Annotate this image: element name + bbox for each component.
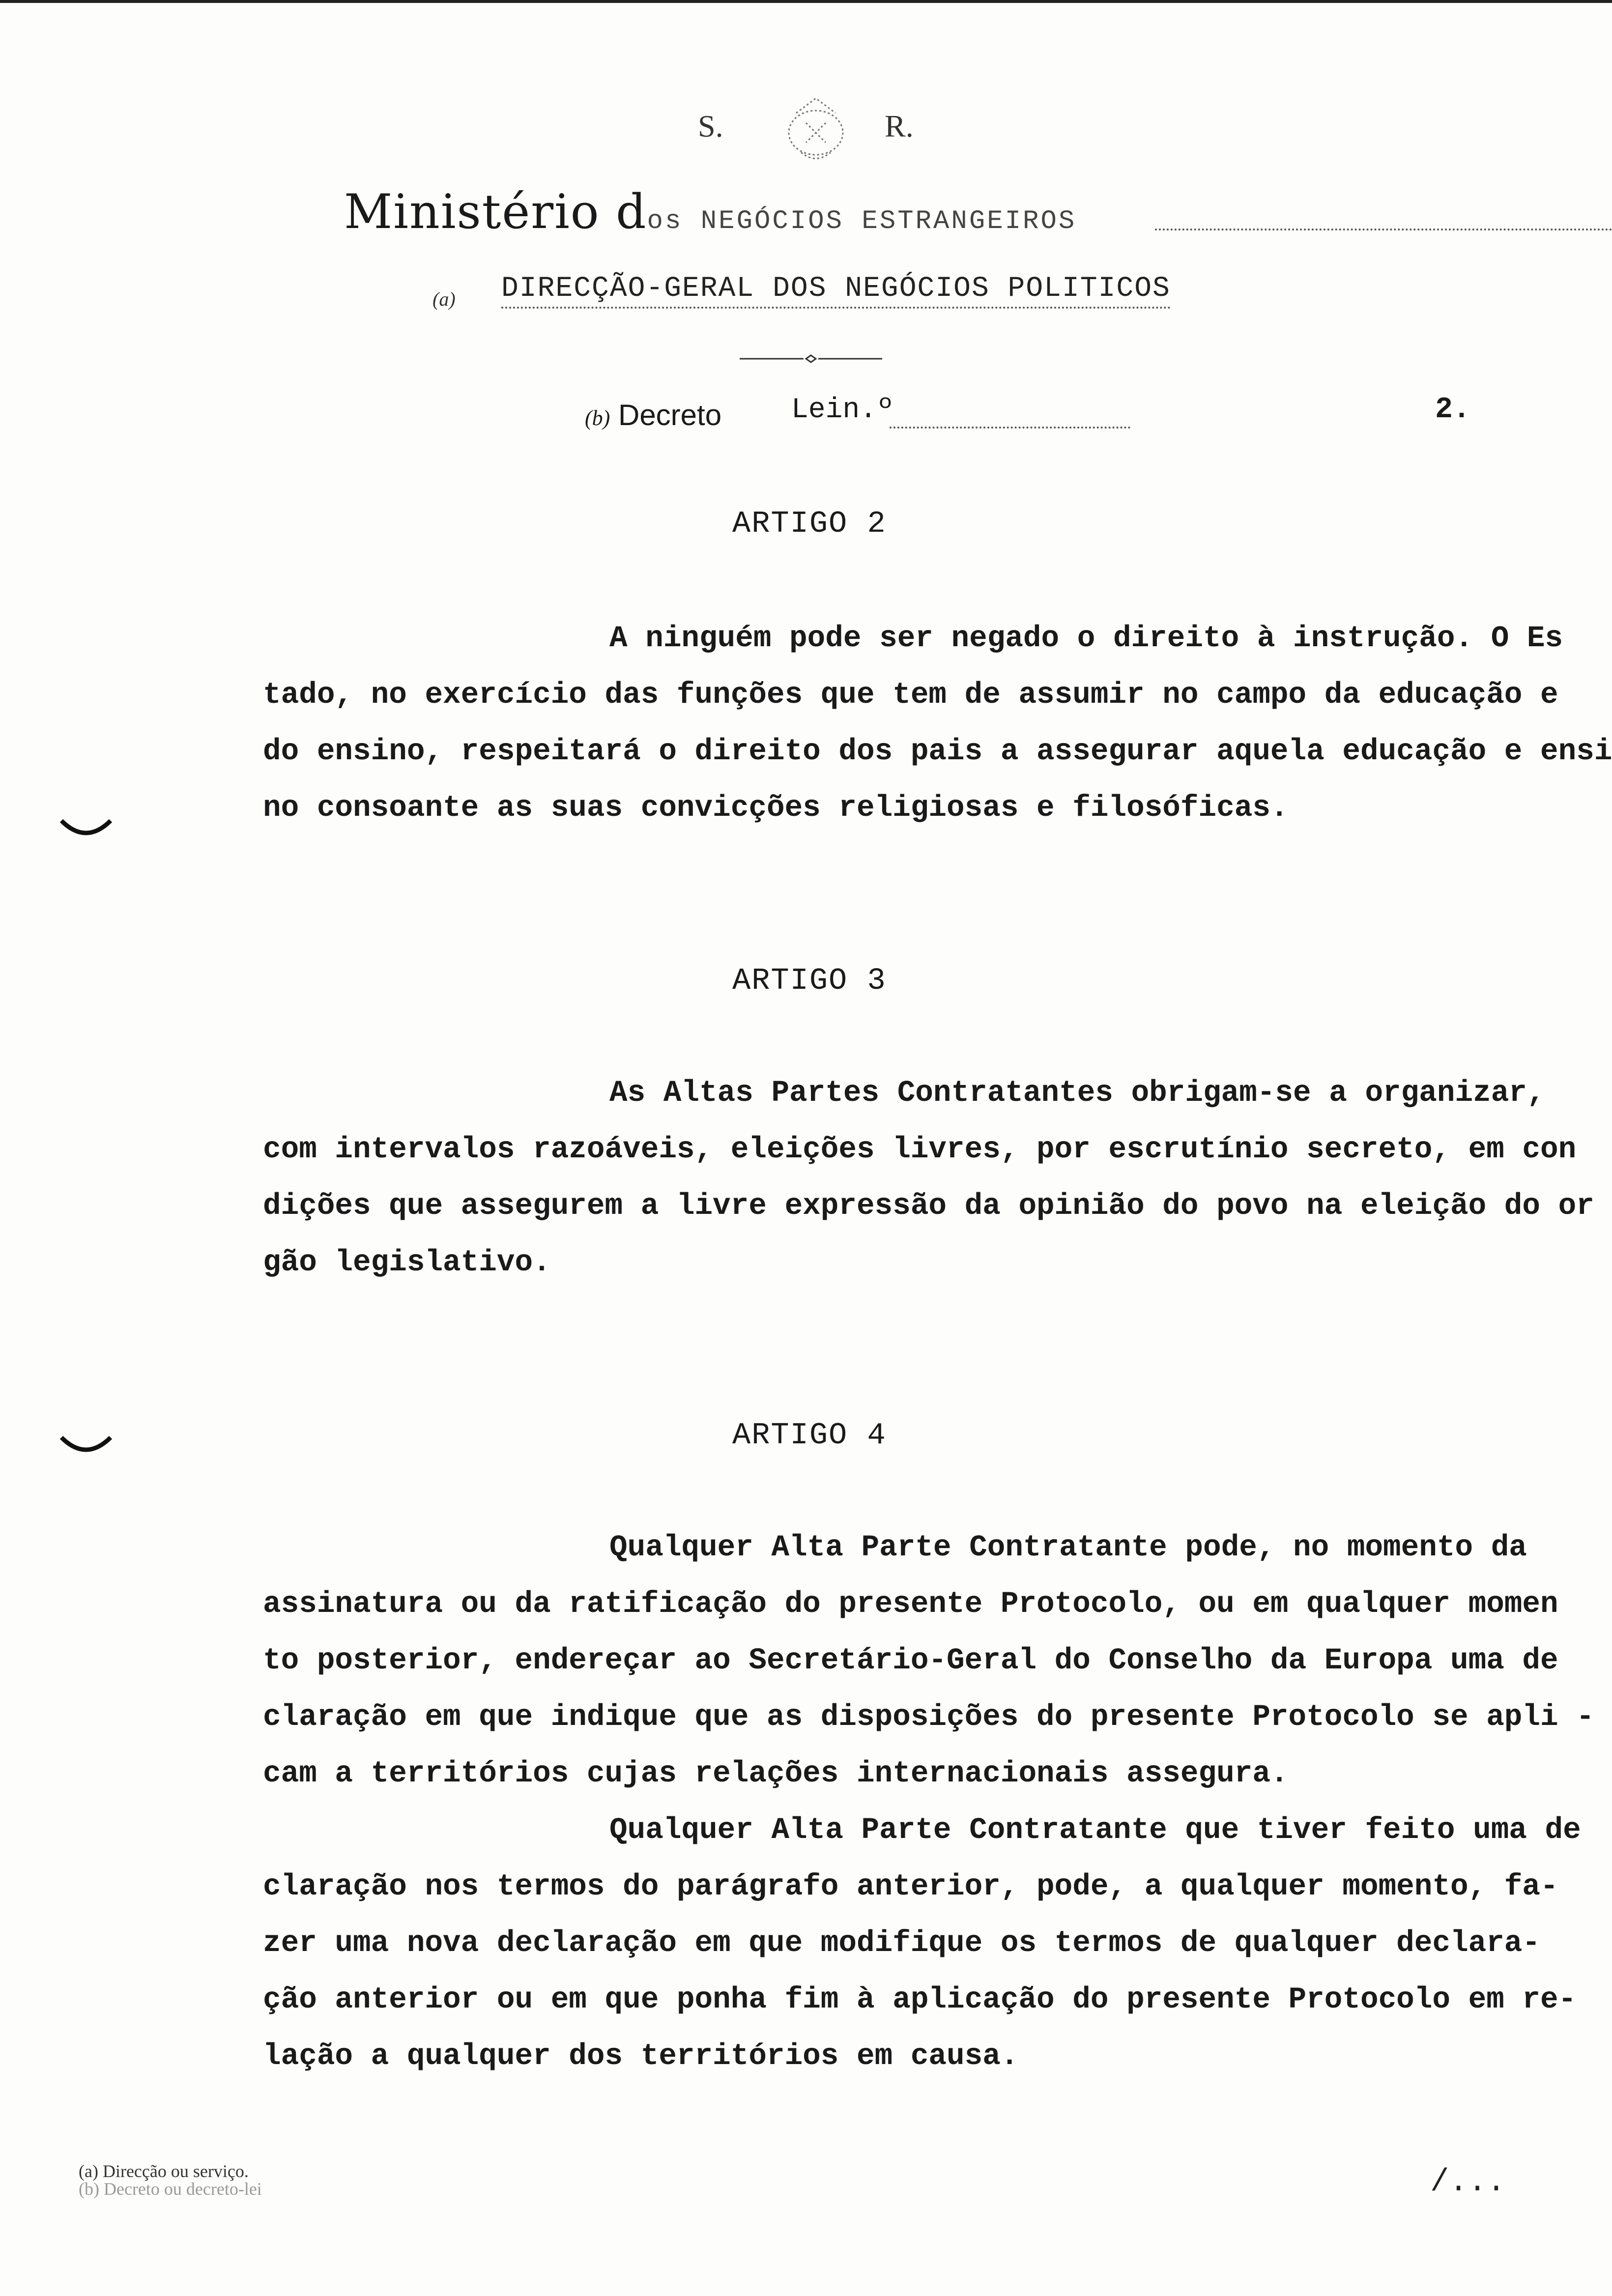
article-2-line: tado, no exercício das funções que tem de assumir no campo da educação e xyxy=(263,678,1558,712)
article-2-line: A ninguém pode ser negado o direito à instrução. O Es xyxy=(609,622,1563,656)
direction-name: DIRECÇÃO-GERAL DOS NEGÓCIOS POLITICOS xyxy=(501,273,1171,309)
ministry-name: os NEGÓCIOS ESTRANGEIROS xyxy=(647,206,1077,236)
article-2-line: no consoante as suas convicções religiosas e filosóficas. xyxy=(263,791,1289,825)
binding-hole-mark xyxy=(59,816,113,845)
article-4-line: Qualquer Alta Parte Contratante que tiver feito uma de xyxy=(609,1813,1581,1847)
direction-footnote-marker: (a) xyxy=(432,288,456,310)
footnote-a: (a) Direcção ou serviço. xyxy=(79,2161,249,2181)
ministry-dotted-line xyxy=(1155,229,1612,230)
direction-row xyxy=(432,273,1366,317)
article-4-line: Qualquer Alta Parte Contratante pode, no momento da xyxy=(609,1531,1527,1565)
binding-hole-mark xyxy=(59,1433,113,1462)
article-4-line: claração nos termos do parágrafo anterior, pode, a qualquer momento, fa- xyxy=(263,1870,1558,1904)
top-edge-rule xyxy=(0,0,1612,3)
decree-label-text: Decreto xyxy=(618,399,722,431)
article-2-heading: ARTIGO 2 xyxy=(732,506,887,541)
letterhead-seal-row xyxy=(639,93,983,167)
decree-number: Lein.º xyxy=(791,394,894,426)
footnotes xyxy=(79,2162,619,2198)
article-4-line: to posterior, endereçar ao Secretário-Geral do Conselho da Europa uma de xyxy=(263,1644,1558,1678)
article-4-line: cam a territórios cujas relações internacionais assegura. xyxy=(263,1757,1289,1791)
article-3-heading: ARTIGO 3 xyxy=(732,963,887,998)
article-4-heading: ARTIGO 4 xyxy=(732,1418,887,1453)
article-3-line: dições que assegurem a livre expressão da opinião do povo na eleição do or xyxy=(263,1189,1594,1223)
article-3-line: As Altas Partes Contratantes obrigam-se a organizar, xyxy=(609,1076,1545,1110)
ministry-title: Ministério d xyxy=(344,184,647,239)
continuation-mark: /... xyxy=(1430,2165,1506,2200)
article-4-line: assinatura ou da ratificação do presente Protocolo, ou em qualquer momen xyxy=(263,1587,1558,1621)
decree-dotted-line xyxy=(890,427,1130,429)
ministry-header xyxy=(344,184,1327,258)
article-3-line: com intervalos razoáveis, eleições livres, por escrutínio secreto, em con xyxy=(263,1133,1577,1167)
decree-footnote-marker: (b) xyxy=(585,406,610,430)
seal-left-letter: S. xyxy=(698,109,723,144)
article-4-line: zer uma nova declaração em que modifique os termos de qualquer declara- xyxy=(263,1926,1541,1960)
seal-right-letter: R. xyxy=(885,109,914,144)
footnote-b: (b) Decreto ou decreto-lei xyxy=(79,2179,262,2199)
ornamental-divider xyxy=(740,354,882,364)
article-4-line: claração em que indique que as disposições do presente Protocolo se apli - xyxy=(263,1700,1594,1734)
page-number: 2. xyxy=(1435,393,1471,427)
coat-of-arms-emblem xyxy=(767,93,865,167)
article-3-line: gão legislativo. xyxy=(263,1246,551,1280)
decree-label xyxy=(585,398,721,432)
article-4-line: ção anterior ou em que ponha fim à aplicação do presente Protocolo em re- xyxy=(263,1983,1577,2017)
article-4-line: lação a qualquer dos territórios em causa. xyxy=(263,2039,1019,2073)
article-2-line: do ensino, respeitará o direito dos pais a assegurar aquela educação e ensi xyxy=(263,735,1612,769)
decree-row xyxy=(585,393,1519,442)
